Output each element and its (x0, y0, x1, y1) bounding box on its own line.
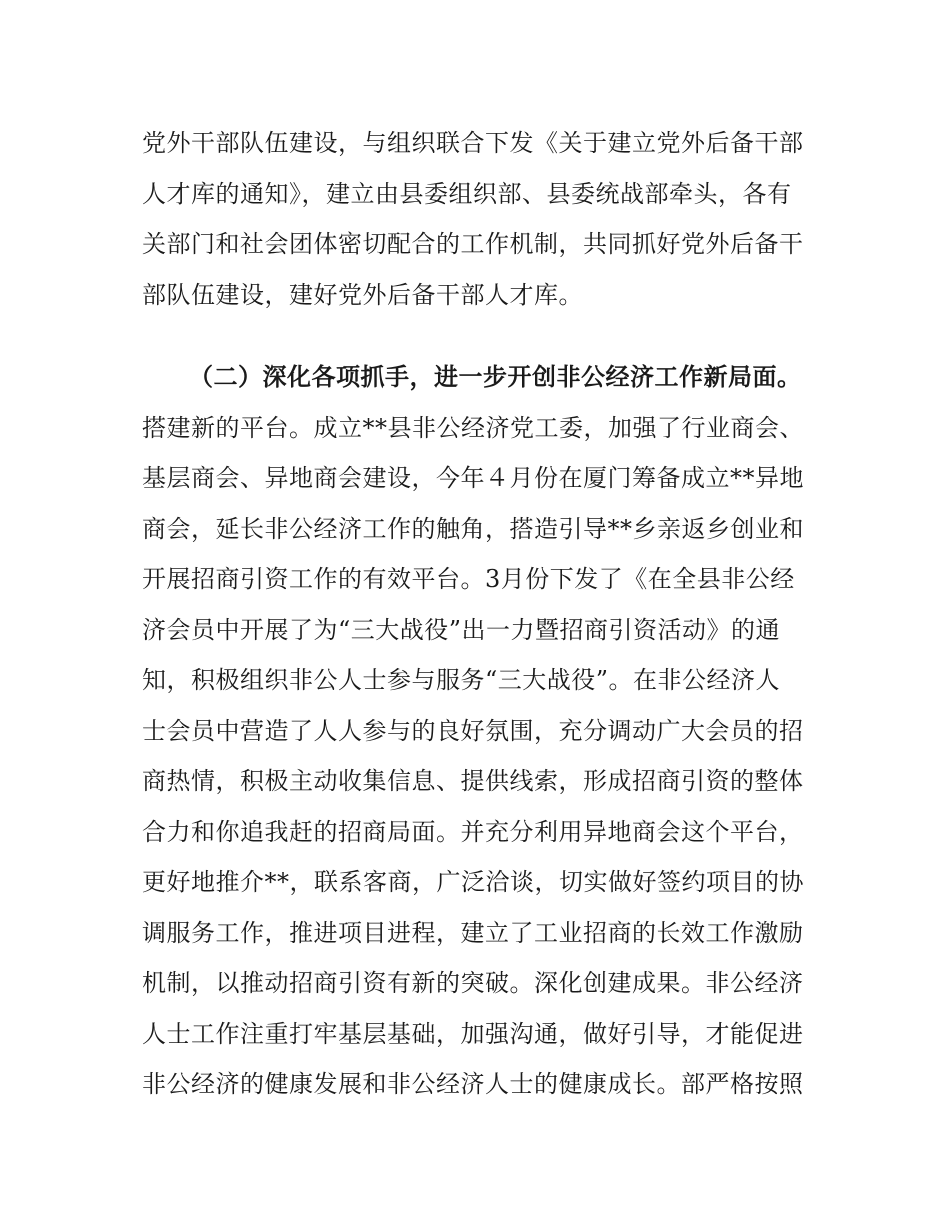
paragraph-line: 济会员中开展了为“三大战役”出一力暨招商引资活动》的通 (142, 615, 781, 644)
paragraph-line: 党外干部队伍建设，与组织联合下发《关于建立党外后备干部 (142, 129, 804, 157)
document-page (142, 118, 812, 1110)
paragraph-line: 商会，延长非公经济工作的触角，搭造引导**乡亲返乡创业和 (142, 514, 804, 543)
paragraph-line: 商热情，积极主动收集信息、提供线索，形成招商引资的整体 (142, 767, 804, 795)
paragraph-line: 士会员中营造了人人参与的良好氛围，充分调动广大会员的招 (142, 716, 804, 745)
paragraph-line: 部队伍建设，建好党外后备干部人才库。 (142, 280, 583, 309)
paragraph-line: 开展招商引资工作的有效平台。3月份下发了《在全县非公经 (142, 565, 795, 593)
paragraph-line: 关部门和社会团体密切配合的工作机制，共同抓好党外后备干 (142, 230, 804, 258)
paragraph-line: 基层商会、异地商会建设，今年４月份在厦门筹备成立**异地 (142, 464, 804, 492)
paragraph-line: 机制，以推动招商引资有新的突破。深化创建成果。非公经济 (142, 969, 804, 997)
paragraph-line: 更好地推介**，联系客商，广泛洽谈，切实做好签约项目的协 (142, 868, 804, 896)
paragraph-line: 人士工作注重打牢基层基础，加强沟通，做好引导，才能促进 (142, 1019, 804, 1048)
paragraph-line: 合力和你追我赶的招商局面。并充分利用异地商会这个平台， (142, 817, 804, 846)
paragraph-line: 搭建新的平台。成立**县非公经济党工委，加强了行业商会、 (142, 413, 804, 442)
paragraph-line: 知，积极组织非公人士参与服务“三大战役”。在非公经济人 (142, 666, 781, 694)
paragraph-spacer (142, 320, 812, 352)
paragraph-line: 调服务工作，推进项目进程，建立了工业招商的长效工作激励 (142, 918, 804, 947)
section-heading: （二）深化各项抓手，进一步开创非公经济工作新局面。 (189, 362, 802, 391)
paragraph-line: 人才库的通知》，建立由县委组织部、县委统战部牵头，各有 (142, 179, 792, 208)
paragraph-line: 非公经济的健康发展和非公经济人士的健康成长。部严格按照 (142, 1070, 804, 1098)
